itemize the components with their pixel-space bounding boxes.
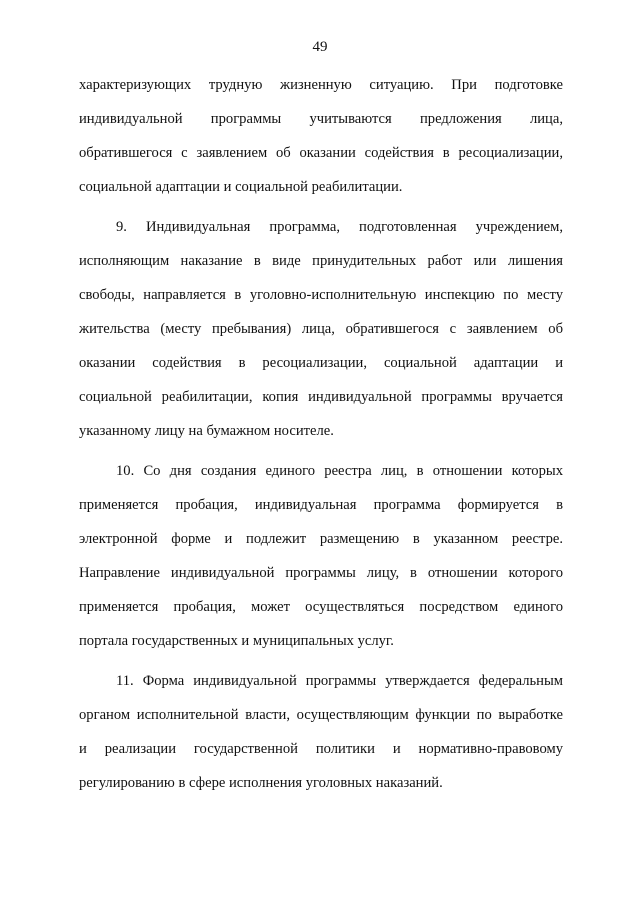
paragraph-1 xyxy=(79,68,563,204)
paragraph-9 xyxy=(79,210,563,448)
text-line: применяется пробация, индивидуальная программа формируется в xyxy=(79,497,563,513)
text-line: социальной реабилитации, копия индивидуальной программы вручается xyxy=(79,389,563,405)
text-line: указанному лицу на бумажном носителе. xyxy=(79,423,334,439)
text-line: и реализации государственной политики и нормативно-правовому xyxy=(79,741,563,757)
text-line: 11. Форма индивидуальной программы утверждается федеральным xyxy=(116,673,563,689)
text-line: Направление индивидуальной программы лицу, в отношении которого xyxy=(79,565,563,581)
text-line: органом исполнительной власти, осуществляющим функции по выработке xyxy=(79,707,563,723)
text-line: портала государственных и муниципальных услуг. xyxy=(79,633,394,649)
text-line: свободы, направляется в уголовно-исполнительную инспекцию по месту xyxy=(79,287,563,303)
text-line: социальной адаптации и социальной реабилитации. xyxy=(79,179,403,195)
text-line: применяется пробация, может осуществляться посредством единого xyxy=(79,599,563,615)
text-line: 10. Со дня создания единого реестра лиц, в отношении которых xyxy=(116,463,563,479)
text-line: исполняющим наказание в виде принудительных работ или лишения xyxy=(79,253,563,269)
text-line: индивидуальной программы учитываются предложения лица, xyxy=(79,111,563,127)
text-line: регулированию в сфере исполнения уголовных наказаний. xyxy=(79,775,443,791)
text-line: 9. Индивидуальная программа, подготовленная учреждением, xyxy=(116,219,563,235)
text-line: характеризующих трудную жизненную ситуацию. При подготовке xyxy=(79,77,563,93)
text-line: оказании содействия в ресоциализации, социальной адаптации и xyxy=(79,355,563,371)
text-line: электронной форме и подлежит размещению в указанном реестре. xyxy=(79,531,563,547)
text-line: обратившегося с заявлением об оказании содействия в ресоциализации, xyxy=(79,145,563,161)
page-number: 49 xyxy=(312,39,328,55)
document-body xyxy=(79,68,563,800)
paragraph-10 xyxy=(79,454,563,658)
paragraph-11 xyxy=(79,664,563,800)
text-line: жительства (месту пребывания) лица, обратившегося с заявлением об xyxy=(79,321,563,337)
